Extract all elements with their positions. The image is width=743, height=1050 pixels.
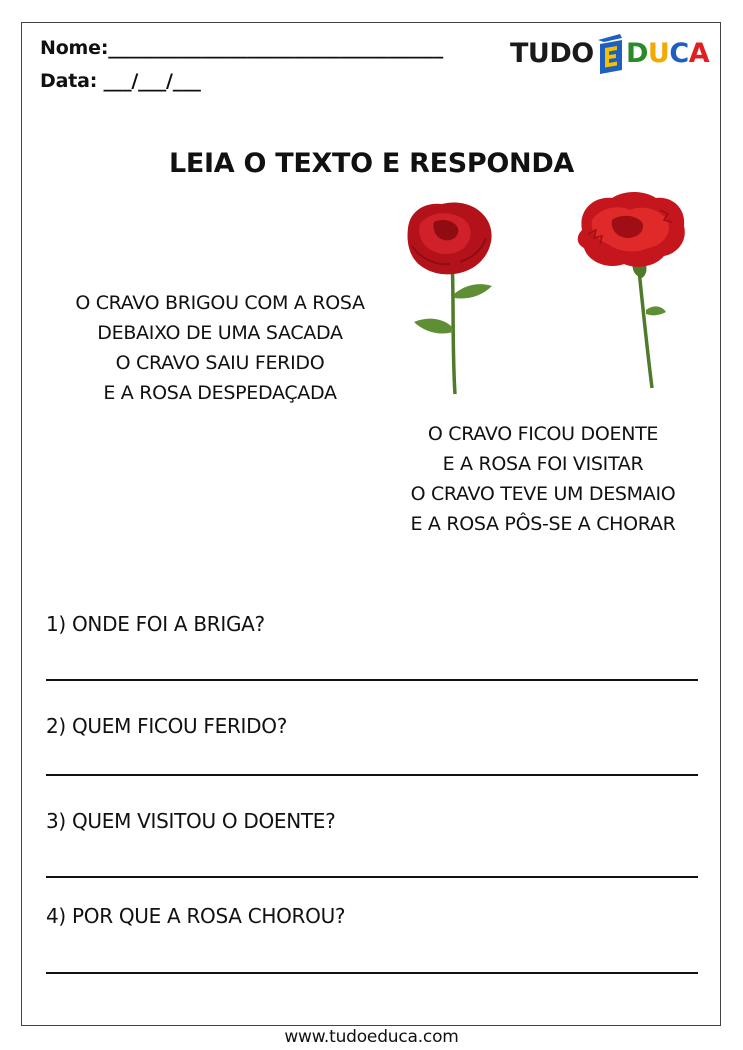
logo-letter-u: U xyxy=(647,38,670,69)
poem-stanza-1 xyxy=(40,288,400,408)
poem-line: O CRAVO FICOU DOENTE xyxy=(427,423,659,445)
poem-line: E A ROSA DESPEDAÇADA xyxy=(103,382,337,404)
logo-letter-a: A xyxy=(688,38,710,69)
logo-text-duca xyxy=(626,38,709,69)
logo-letter-d: D xyxy=(626,38,648,69)
answer-line-4[interactable] xyxy=(46,972,698,974)
poem-line: DEBAIXO DE UMA SACADA xyxy=(97,322,343,344)
poem-line: O CRAVO BRIGOU COM A ROSA xyxy=(75,292,365,314)
poem-stanza-2 xyxy=(368,419,718,539)
logo-text-tudo: TUDO xyxy=(510,38,594,69)
page-title: LEIA O TEXTO E RESPONDA xyxy=(168,148,575,179)
answer-line-1[interactable] xyxy=(46,679,698,681)
red-rose-icon xyxy=(400,198,500,396)
date-field: Data: ___/___/___ xyxy=(40,70,201,92)
question-2: 2) QUEM FICOU FERIDO? xyxy=(46,714,288,738)
answer-line-2[interactable] xyxy=(46,774,698,776)
answer-line-3[interactable] xyxy=(46,876,698,878)
question-1: 1) ONDE FOI A BRIGA? xyxy=(46,612,265,636)
logo-letter-c: C xyxy=(669,38,689,69)
poem-line: E A ROSA FOI VISITAR xyxy=(442,453,644,475)
question-4: 4) POR QUE A ROSA CHOROU? xyxy=(46,904,346,928)
question-3: 3) QUEM VISITOU O DOENTE? xyxy=(46,809,336,833)
poem-line: O CRAVO TEVE UM DESMAIO xyxy=(410,483,676,505)
poem-line: O CRAVO SAIU FERIDO xyxy=(115,352,325,374)
red-carnation-icon xyxy=(572,190,692,392)
tudoeduca-logo xyxy=(510,28,720,78)
poem-line: E A ROSA PÔS-SE A CHORAR xyxy=(410,513,676,535)
book-e-logo-icon xyxy=(594,28,626,76)
footer-url: www.tudoeduca.com xyxy=(284,1027,459,1047)
name-field: Nome:____________________________________ xyxy=(40,37,444,59)
